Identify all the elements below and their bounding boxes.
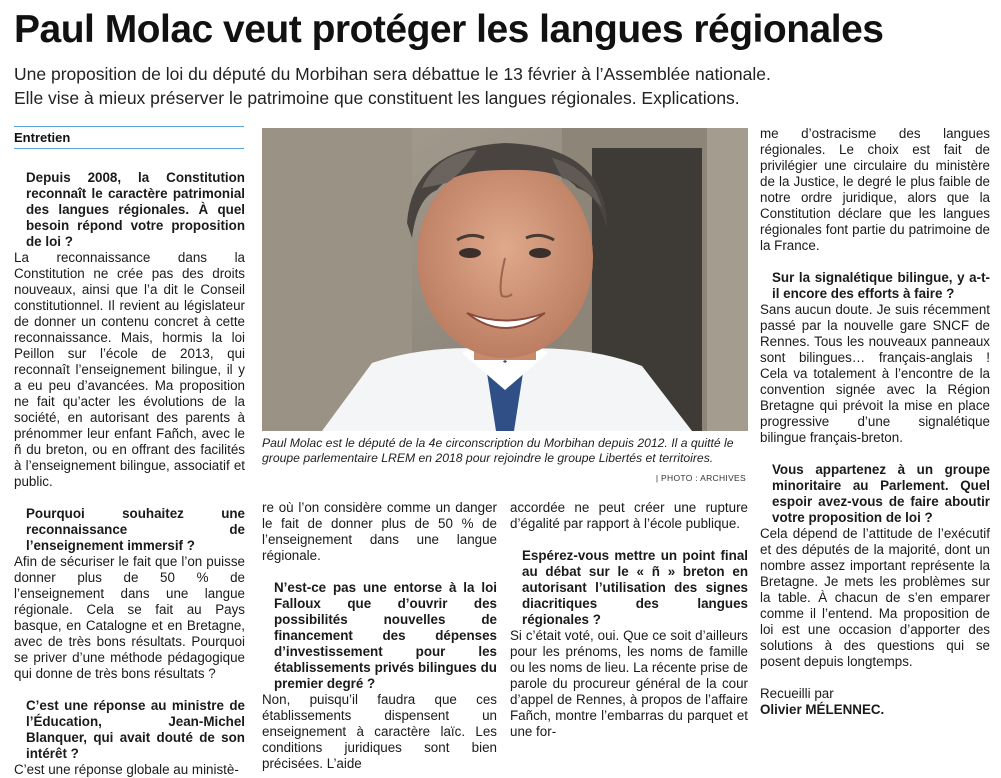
answer: C’est une réponse globale au ministè- (14, 762, 239, 777)
answer: Afin de sécuriser le fait que l’on puisse donner plus de 50 % de l’enseignement dans une langue régionale. Cela se fait au Pays basque, en Catalogne et en Bretagne, avec de très bons résultats. Pourquoi se priver d’une méthode pédagogique qui donne de très bons résultats ? (14, 554, 245, 681)
answer: Cela dépend de l’attitude de l’exécutif et des députés de la majorité, dont un nombre assez important représente la Bretagne. Je mets les problèmes sur la table. À chacun de s’en emparer comme il l’entend. Ma proposition de loi est une occasion d’apporter des solutions à des questions qui se posent depuis longtemps. (760, 526, 990, 669)
answer: re où l’on considère comme un danger le fait de donner plus de 50 % de l’enseignement dans une langue régionale. (262, 500, 497, 563)
portrait-photo (262, 128, 748, 431)
headline: Paul Molac veut protéger les langues régionales (14, 8, 884, 51)
portrait-image (262, 128, 748, 431)
standfirst-line: Elle vise à mieux préserver le patrimoine que constituent les langues régionales. Explications. (14, 88, 740, 108)
photo-caption: Paul Molac est le député de la 4e circonscription du Morbihan depuis 2012. Il a quitté le groupe parlementaire LREM en 2018 pour rejoindre le groupe Libertés et territoires. (262, 436, 734, 465)
answer: me d’ostracisme des langues régionales. Le choix est fait de privilégier une circulaire du ministère de la Justice, le degré le plus faible de notre ordre juridique, alors que la Constitution déclare que les langues régionales font partie du patrimoine de la France. (760, 126, 990, 253)
standfirst (14, 62, 994, 110)
signature-author: Olivier MÉLENNEC. (760, 702, 885, 717)
column-3 (510, 500, 748, 740)
kicker-rule (14, 126, 244, 127)
answer: accordée ne peut créer une rupture d’égalité par rapport à l’école publique. (510, 500, 748, 531)
kicker-label: Entretien (14, 130, 244, 149)
question: Pourquoi souhaitez une reconnaissance de l’enseignement immersif ? (26, 506, 245, 553)
question: N’est-ce pas une entorse à la loi Falloux que d’ouvrir des possibilités nouvelles de financement des dépenses d’investissement pour les établissements privés bilingues du premier degré ? (274, 580, 497, 691)
question: C’est une réponse au ministre de l’Éducation, Jean-Michel Blanquer, qui avait douté de son intérêt ? (26, 698, 245, 761)
answer: Non, puisqu’il faudra que ces établissements dispensent un enseignement à caractère laïc. Les conditions juridiques sont bien précisées. L’aide (262, 692, 497, 771)
question: Depuis 2008, la Constitution reconnaît le caractère patrimonial des langues régionales. À quel besoin répond votre proposition de loi ? (26, 170, 245, 249)
question: Sur la signalétique bilingue, y a-t-il encore des efforts à faire ? (772, 270, 990, 301)
column-1 (14, 170, 245, 778)
answer: Si c’était voté, oui. Que ce soit d’ailleurs pour les prénoms, les noms de famille ou les noms de lieu. La récente prise de parole du procureur général de la cour d’appel de Rennes, à propos de l’affaire Fañch, montre l’embarras du parquet et une for- (510, 628, 748, 739)
standfirst-line: Une proposition de loi du député du Morbihan sera débattue le 13 février à l’Assemblée nationale. (14, 64, 771, 84)
photo-credit: | PHOTO : ARCHIVES (655, 473, 746, 483)
answer: La reconnaissance dans la Constitution ne crée pas des droits nouveaux, ainsi que l’a dit le Conseil constitutionnel. Il revient au législateur de donner un contenu concret à cette reconnaissance. Mais, hormis la loi Peillon sur l’école de 2013, qui reconnaît l’enseignement bilingue, il y a eu peu d’avancées. Ma proposition ne fait qu’acter les évolutions de la société, en autorisant des parents à prénommer leur enfant Fañch, avec le ñ du breton, ou en offrant des facilités à l’enseignement bilingue, associatif et public. (14, 250, 245, 489)
column-2 (262, 500, 497, 772)
column-4 (760, 126, 990, 718)
answer: Sans aucun doute. Je suis récemment passé par la nouvelle gare SNCF de Rennes. Tous les nouveaux panneaux sont bilingues… français-anglais ! Cela va totalement à l’encontre de la convention signée avec la Région Bretagne qui prévoit la mise en place progressive d’une signalétique bilingue français-breton. (760, 302, 990, 445)
question: Espérez-vous mettre un point final au débat sur le « ñ » breton en autorisant l’utilisation des signes diacritiques des langues régionales ? (522, 548, 748, 627)
question: Vous appartenez à un groupe minoritaire au Parlement. Quel espoir avez-vous de faire aboutir votre proposition de loi ? (772, 462, 990, 525)
signature-intro: Recueilli par (760, 686, 834, 701)
